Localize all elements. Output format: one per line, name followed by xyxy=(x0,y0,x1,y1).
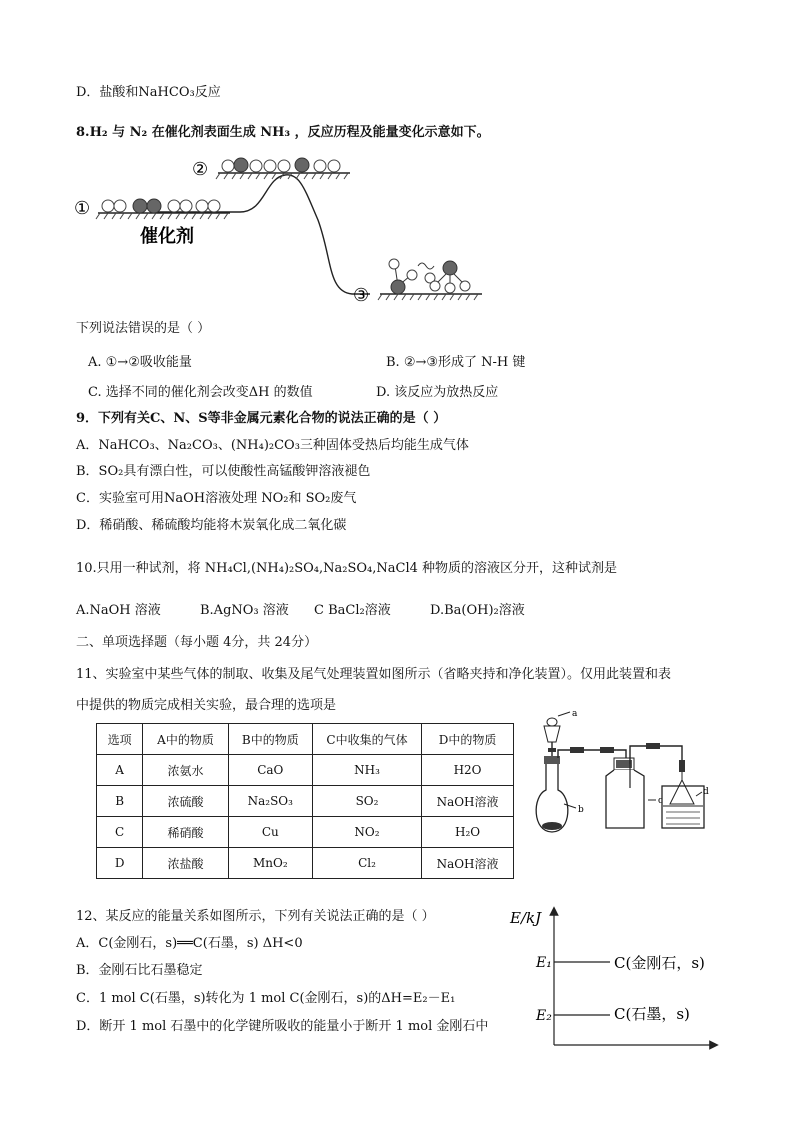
header-cell: D中的物质 xyxy=(422,724,514,755)
q11-apparatus-diagram xyxy=(530,708,720,838)
table-cell: SO₂ xyxy=(312,786,421,817)
q8-option-b: B. ②→③形成了 N-H 键 xyxy=(386,355,526,370)
q12-option-a: A．C(金刚石，s)══C(石墨，s) ΔH<0 xyxy=(76,936,303,951)
q10-stem: 10.只用一种试剂，将 NH₄Cl,(NH₄)₂SO₄,Na₂SO₄,NaCl4 种物质的溶液区分开，这种试剂是 xyxy=(76,561,618,576)
table-cell: NH₃ xyxy=(312,755,421,786)
table-cell: Na₂SO₃ xyxy=(228,786,312,817)
table-cell: 稀硝酸 xyxy=(143,817,228,848)
table-cell: A xyxy=(97,755,143,786)
q9-option-c: C．实验室可用NaOH溶液处理 NO₂和 SO₂废气 xyxy=(76,491,357,506)
level-label-diamond: C(金刚石，s) xyxy=(614,954,705,972)
q7-option-d: D．盐酸和NaHCO₃反应 xyxy=(76,85,221,100)
q8-energy-diagram xyxy=(70,150,490,310)
table-cell: CaO xyxy=(228,755,312,786)
q12-option-d: D．断开 1 mol 石墨中的化学键所吸收的能量小于断开 1 mol 金刚石中 xyxy=(76,1019,489,1034)
table-cell: D xyxy=(97,848,143,879)
table-header-row xyxy=(97,724,514,755)
q8-option-d: D. 该反应为放热反应 xyxy=(376,385,499,400)
header-cell: C中收集的气体 xyxy=(312,724,421,755)
table-row xyxy=(97,786,514,817)
q8-label-3: ③ xyxy=(353,285,370,306)
q10-option-d: D.Ba(OH)₂溶液 xyxy=(430,603,525,618)
header-cell: A中的物质 xyxy=(143,724,228,755)
table-cell: Cu xyxy=(228,817,312,848)
q8-stem: 8.H₂ 与 N₂ 在催化剂表面生成 NH₃ ，反应历程及能量变化示意如下。 xyxy=(76,125,490,140)
q9-option-a: A．NaHCO₃、Na₂CO₃、(NH₄)₂CO₃三种固体受热后均能生成气体 xyxy=(76,438,469,453)
table-row xyxy=(97,848,514,879)
q12-energy-graph xyxy=(506,905,720,1051)
y-axis-label: E/kJ xyxy=(510,909,542,927)
q10-option-a: A.NaOH 溶液 xyxy=(76,603,161,618)
q9-option-b: B．SO₂具有漂白性，可以使酸性高锰酸钾溶液褪色 xyxy=(76,464,371,479)
q10-option-b: B.AgNO₃ 溶液 xyxy=(200,603,289,618)
q9-stem: 9．下列有关C、N、S等非金属元素化合物的说法正确的是（ ） xyxy=(76,411,447,426)
q8-label-1: ① xyxy=(74,198,91,219)
table-cell: H₂O xyxy=(422,817,514,848)
apparatus-label-b: b xyxy=(578,805,584,815)
e2-label: E₂ xyxy=(536,1008,552,1024)
table-cell: NaOH溶液 xyxy=(422,848,514,879)
table-row xyxy=(97,755,514,786)
table-cell: NaOH溶液 xyxy=(422,786,514,817)
table-cell: NO₂ xyxy=(312,817,421,848)
table-cell: MnO₂ xyxy=(228,848,312,879)
header-cell: B中的物质 xyxy=(228,724,312,755)
apparatus-label-d: d xyxy=(703,787,709,797)
q12-option-b: B．金刚石比石墨稳定 xyxy=(76,963,203,978)
q9-option-d: D．稀硝酸、稀硫酸均能将木炭氧化成二氧化碳 xyxy=(76,518,347,533)
q8-option-c: C. 选择不同的催化剂会改变ΔH 的数值 xyxy=(88,385,313,400)
header-cell: 选项 xyxy=(97,724,143,755)
table-cell: 浓硫酸 xyxy=(143,786,228,817)
table-cell: Cl₂ xyxy=(312,848,421,879)
section-2-heading: 二、单项选择题（每小题 4分，共 24分） xyxy=(76,635,318,650)
q8-option-a: A. ①→②吸收能量 xyxy=(88,355,192,370)
apparatus-label-a: a xyxy=(572,709,578,719)
q8-prompt: 下列说法错误的是（ ） xyxy=(76,321,211,336)
q11-stem-line1: 11、实验室中某些气体的制取、收集及尾气处理装置如图所示（省略夹持和净化装置）。仅用此装置和表 xyxy=(76,667,672,682)
table-row xyxy=(97,817,514,848)
q11-stem-line2: 中提供的物质完成相关实验，最合理的选项是 xyxy=(76,698,337,713)
q10-option-c: C BaCl₂溶液 xyxy=(314,603,391,618)
q12-stem: 12、某反应的能量关系如图所示，下列有关说法正确的是（ ） xyxy=(76,909,435,924)
table-cell: H2O xyxy=(422,755,514,786)
q12-option-c: C．1 mol C(石墨，s)转化为 1 mol C(金刚石，s)的ΔH=E₂－E₁ xyxy=(76,991,456,1006)
q8-label-2: ② xyxy=(192,159,209,180)
table-cell: 浓氨水 xyxy=(143,755,228,786)
q11-table xyxy=(96,723,514,879)
apparatus-label-c: c xyxy=(658,796,664,806)
e1-label: E₁ xyxy=(536,955,552,971)
level-label-graphite: C(石墨，s) xyxy=(614,1005,690,1023)
q8-catalyst-label: 催化剂 xyxy=(140,226,194,247)
table-cell: C xyxy=(97,817,143,848)
table-cell: 浓盐酸 xyxy=(143,848,228,879)
table-cell: B xyxy=(97,786,143,817)
